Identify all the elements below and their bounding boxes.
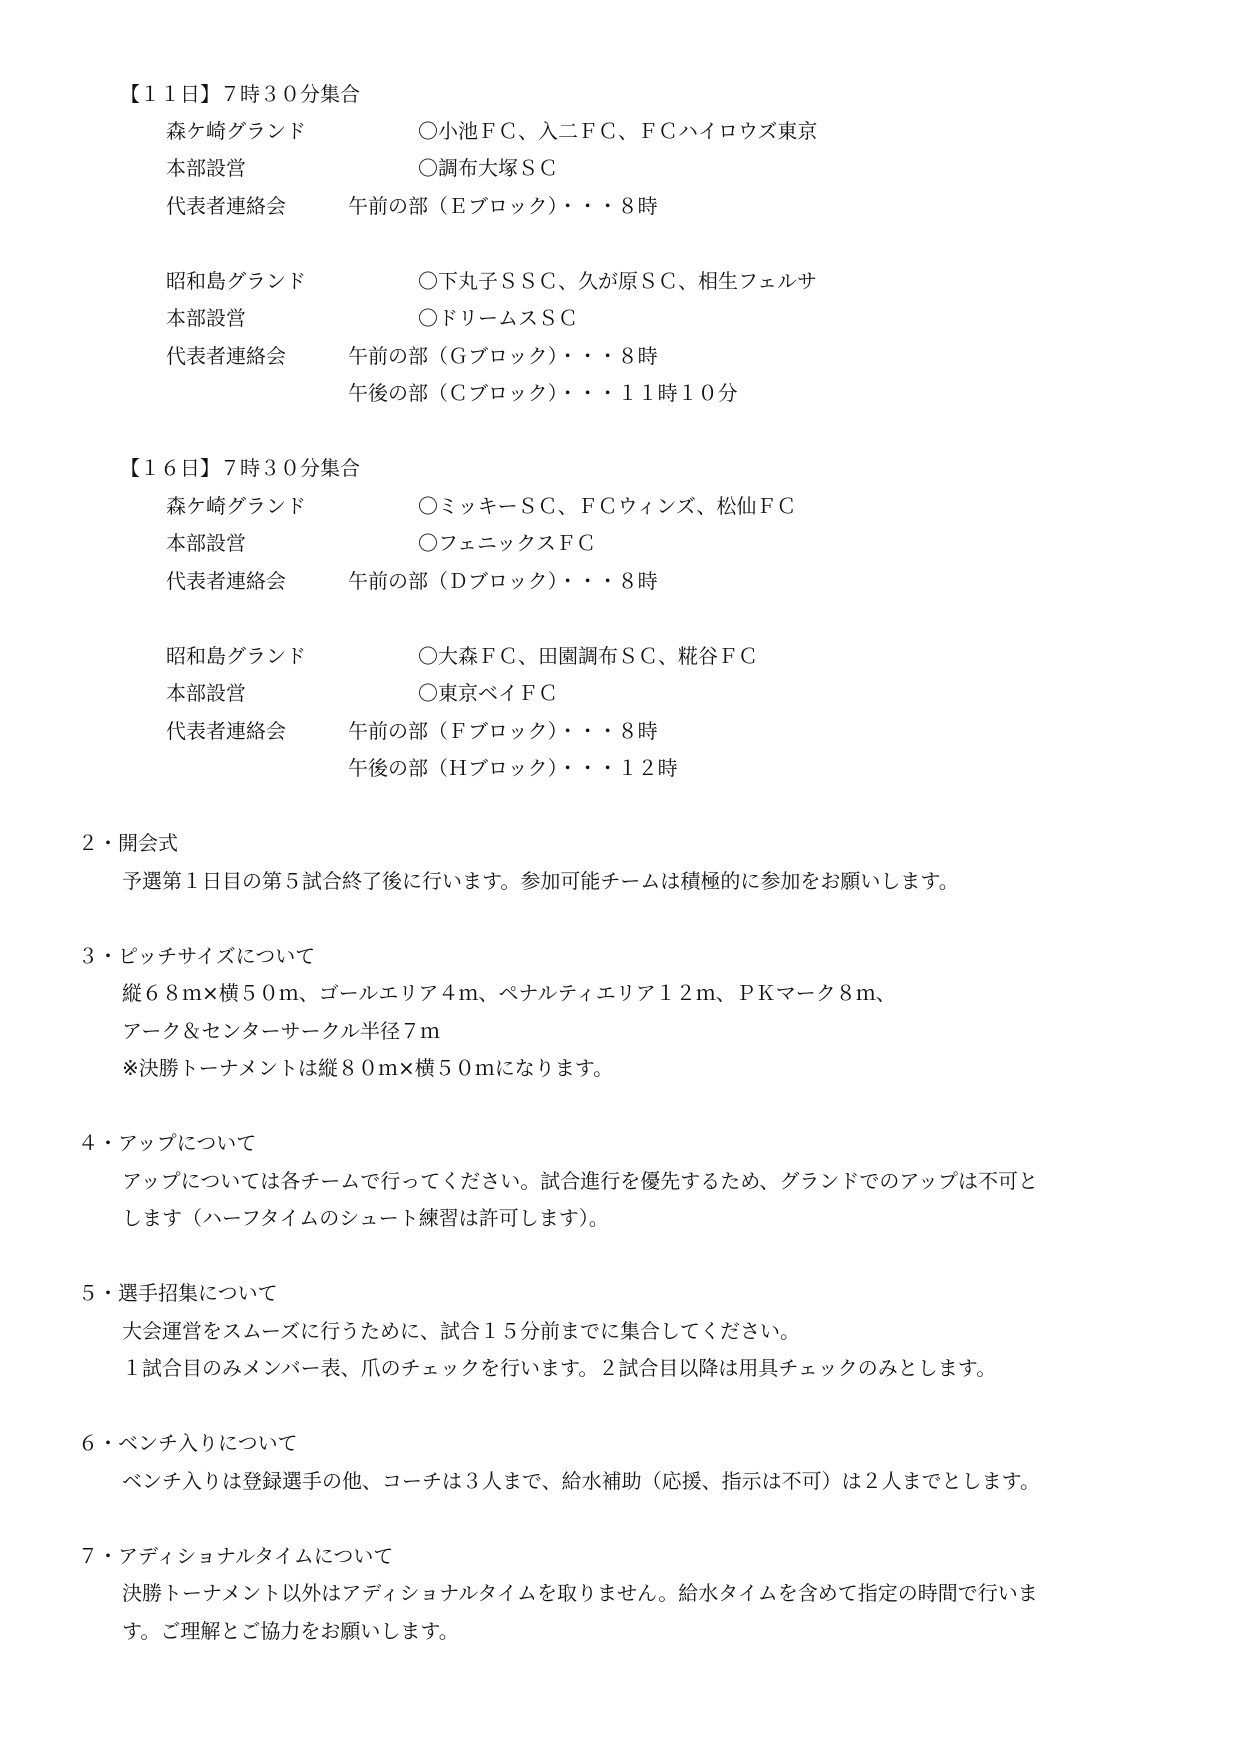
section-text: 決勝トーナメント以外はアディショナルタイムを取りません。給水タイムを含めて指定の時間で行いま — [122, 1581, 1038, 1605]
meeting-time: 午後の部（Ｈブロック）・・・１２時 — [348, 756, 678, 780]
section-text: １試合目のみメンバー表、爪のチェックを行います。２試合目以降は用具チェックのみとします。 — [122, 1356, 997, 1380]
meeting-time: 午後の部（Ｃブロック）・・・１１時１０分 — [348, 381, 738, 405]
section-text: ベンチ入りは登録選手の他、コーチは３人まで、給水補助（応援、指示は不可）は２人までとします。 — [122, 1469, 1040, 1493]
section-text: す。ご理解とご協力をお願いします。 — [122, 1619, 459, 1643]
hq-label: 本部設営 — [166, 681, 246, 705]
section-heading: ４・アップについて — [78, 1131, 257, 1155]
hq-label: 本部設営 — [166, 306, 246, 330]
hq-label: 本部設営 — [166, 156, 246, 180]
section-text: 縦６８ｍ×横５０ｍ、ゴールエリア４ｍ、ペナルティエリア１２ｍ、ＰＫマーク８ｍ、 — [122, 981, 896, 1005]
section-text: アップについては各チームで行ってください。試合進行を優先するため、グランドでのアップは不可と — [122, 1169, 1038, 1193]
ground-label: 昭和島グランド — [166, 269, 306, 293]
meeting-time: 午前の部（Ｅブロック）・・・８時 — [348, 194, 658, 218]
meeting-label: 代表者連絡会 — [166, 569, 286, 593]
section-text: アーク＆センターサークル半径７ｍ — [122, 1019, 440, 1043]
meeting-label: 代表者連絡会 — [166, 719, 286, 743]
meeting-time: 午前の部（Ｆブロック）・・・８時 — [348, 719, 658, 743]
hq-team: 〇ドリームスＳＣ — [418, 306, 578, 330]
hq-team: 〇東京ベイＦＣ — [418, 681, 558, 705]
section-heading: ３・ピッチサイズについて — [78, 944, 316, 968]
section-text: 大会運営をスムーズに行うために、試合１５分前までに集合してください。 — [122, 1319, 800, 1343]
ground-label: 森ケ崎グランド — [166, 494, 306, 518]
ground-teams: 〇下丸子ＳＳＣ、久が原ＳＣ、相生フェルサ — [418, 269, 817, 293]
ground-teams: 〇小池ＦＣ、入二ＦＣ、ＦＣハイロウズ東京 — [418, 119, 818, 143]
hq-team: 〇フェニックスＦＣ — [418, 531, 596, 555]
section-text: 予選第１日目の第５試合終了後に行います。参加可能チームは積極的に参加をお願いします。 — [122, 869, 959, 893]
ground-label: 昭和島グランド — [166, 644, 306, 668]
meeting-label: 代表者連絡会 — [166, 194, 286, 218]
day-header: 【１６日】７時３０分集合 — [120, 456, 360, 480]
hq-label: 本部設営 — [166, 531, 246, 555]
meeting-time: 午前の部（Ｇブロック）・・・８時 — [348, 344, 658, 368]
hq-team: 〇調布大塚ＳＣ — [418, 156, 558, 180]
meeting-label: 代表者連絡会 — [166, 344, 286, 368]
section-heading: ５・選手招集について — [78, 1281, 278, 1305]
section-text: します（ハーフタイムのシュート練習は許可します）。 — [122, 1206, 609, 1230]
ground-label: 森ケ崎グランド — [166, 119, 306, 143]
day-header: 【１１日】７時３０分集合 — [120, 82, 360, 106]
ground-teams: 〇大森ＦＣ、田園調布ＳＣ、糀谷ＦＣ — [418, 644, 758, 668]
section-heading: ７・アディショナルタイムについて — [78, 1544, 394, 1568]
section-heading: ２・開会式 — [78, 831, 178, 855]
section-text: ※決勝トーナメントは縦８０ｍ×横５０ｍになります。 — [122, 1056, 614, 1080]
section-heading: ６・ベンチ入りについて — [78, 1431, 298, 1455]
ground-teams: 〇ミッキーＳＣ、ＦＣウィンズ、松仙ＦＣ — [418, 494, 797, 518]
meeting-time: 午前の部（Ｄブロック）・・・８時 — [348, 569, 658, 593]
